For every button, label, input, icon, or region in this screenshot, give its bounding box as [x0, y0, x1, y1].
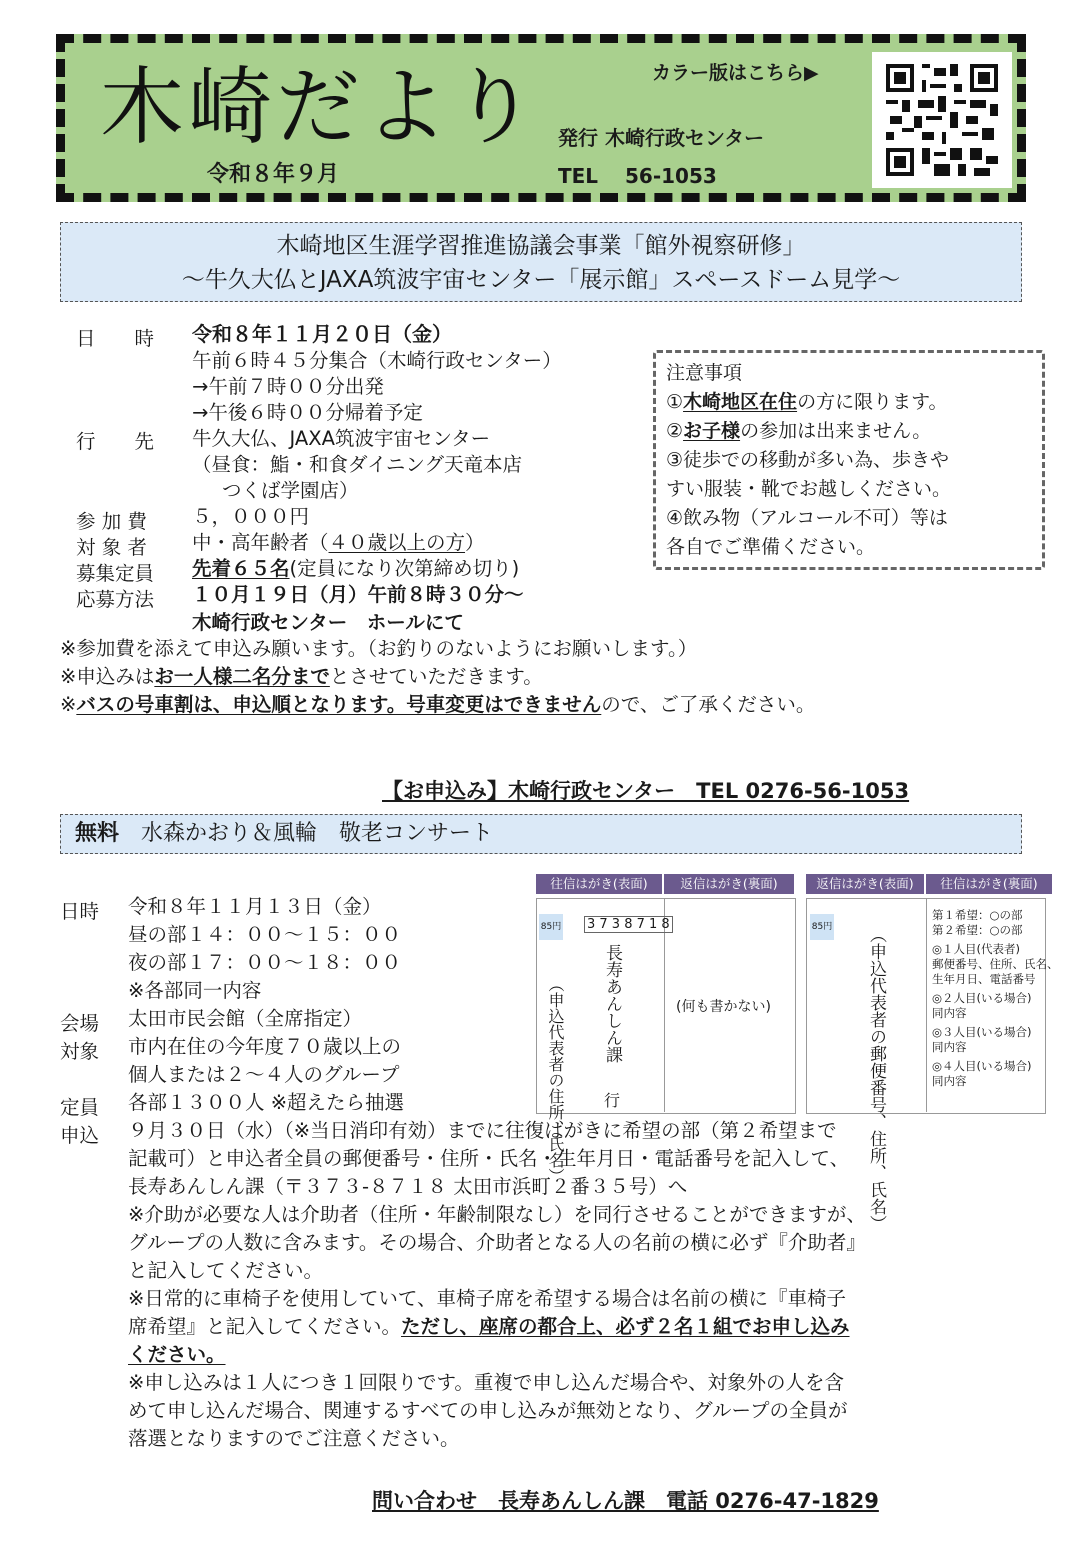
apply2-line2: 記載可）と申込者全員の郵便番号・住所・氏名・生年月日・電話番号を記入して、	[128, 1147, 850, 1170]
event1-heading	[60, 222, 1022, 302]
apply2-line7: ※日常的に車椅子を使用していて、車椅子席を希望する場合は名前の横に『車椅子	[128, 1287, 846, 1310]
fee-value: ５，０００円	[192, 505, 310, 528]
target2-label: 対象	[60, 1040, 100, 1063]
person3: ◎３人目(いる場合)	[932, 1025, 1032, 1039]
person1-detail2: 生年月日、電話番号	[932, 972, 1036, 986]
apply2-label: 申込	[60, 1124, 100, 1147]
notice-item3b: すい服装・靴でお越しください。	[666, 478, 952, 500]
notice-item3a: ③徒歩での移動が多い為、歩きや	[666, 449, 950, 471]
apply-method-label: 応募方法	[76, 588, 155, 611]
note3	[60, 692, 815, 718]
wish2: 第２希望：○の部	[932, 923, 1023, 937]
destination-line3: つくば学園店）	[222, 479, 359, 502]
apply-method-line1: １０月１９日（月）午前８時３０分～	[192, 583, 524, 606]
notice-item1	[666, 388, 1032, 417]
notice-item2-pre: ②	[666, 420, 684, 442]
person4: ◎４人目(いる場合)	[932, 1059, 1032, 1073]
note3-underlined: バスの号車割は、申込順となります。号車変更はできません	[76, 693, 602, 716]
apply2-line3: 長寿あんしん課（〒３７３-８７１８ 太田市浜町２番３５号）へ	[128, 1175, 688, 1198]
apply2-line8-pre: 席希望』と記入してください。	[128, 1315, 402, 1338]
apply2-line4: ※介助が必要な人は介助者（住所・年齢制限なし）を同行させることができますが、	[128, 1203, 866, 1226]
venue-value: 太田市民会館（全席指定）	[128, 1007, 363, 1030]
apply2-line10: ※申し込みは１人につき１回限りです。重複で申し込んだ場合や、対象外の人を含	[128, 1371, 844, 1394]
note2-post: とさせていただきます。	[329, 665, 543, 688]
blank-instruction: (何も書かない)	[676, 999, 771, 1015]
date-value: 令和８年１１月２０日（金）	[192, 322, 452, 346]
event2-title: 水森かおり＆風輪 敬老コンサート	[141, 821, 494, 846]
apply-method-line2: 木崎行政センター ホールにて	[192, 611, 464, 634]
datetime-line3: 夜の部１７：００～１８：００	[128, 951, 402, 974]
notice-item4a: ④飲み物（アルコール不可）等は	[666, 507, 948, 529]
tab-outgoing-back: 往信はがき(裏面)	[926, 874, 1052, 894]
note2-underlined: お一人様二名分まで	[154, 665, 330, 688]
color-version-link[interactable]: カラー版はこちら▶	[652, 62, 819, 84]
person1: ◎１人目(代表者)	[932, 942, 1021, 956]
person4-detail: 同内容	[932, 1074, 967, 1088]
target-label: 対 象 者	[76, 536, 147, 559]
apply2-line9: ください。	[128, 1343, 226, 1366]
apply2-line1: ９月３０日（水）（※当日消印有効）までに往復はがきに希望の部（第２希望まで	[128, 1119, 837, 1142]
event1-heading-line2: ～牛久大仏とJAXA筑波宇宙センター「展示館」スペースドーム見学～	[181, 267, 901, 293]
person2: ◎２人目(いる場合)	[932, 991, 1032, 1005]
zip-code-boxes: 3 7 3 8 7 1 8	[584, 916, 673, 933]
capacity-bold: 先着６５名	[192, 557, 290, 580]
apply2-line8	[128, 1314, 850, 1340]
notice-item2-underlined: お子様	[683, 420, 741, 442]
capacity2-value: 各部１３００人 ※超えたら抽選	[128, 1091, 405, 1114]
event2-heading	[60, 814, 1022, 854]
notice-item2-post: の参加は出来ません。	[740, 420, 932, 442]
apply2-line8-underlined: ただし、座席の都合上、必ず２名１組でお申し込み	[401, 1315, 850, 1338]
addressee-suffix: 行	[604, 1091, 621, 1110]
newsletter-title: 木崎だより	[100, 58, 541, 156]
note2-pre: ※申込みは	[60, 665, 155, 688]
notice-box	[653, 350, 1045, 570]
qr-code-icon[interactable]	[872, 52, 1012, 188]
publisher: 発行 木崎行政センター	[558, 126, 765, 150]
target-pre: 中・高年齢者（	[192, 531, 329, 554]
person1-detail1: 郵便番号、住所、氏名、	[932, 957, 1059, 971]
representative-instruction: （申込代表者の郵便番号、住所、氏名）	[866, 926, 886, 1232]
stamp-icon: 85円	[539, 914, 563, 940]
postcard-right-divider	[926, 898, 927, 1112]
note1: ※参加費を添えて申込み願います。（お釣りのないようにお願いします。）	[60, 637, 698, 660]
notice-item2	[666, 417, 1032, 446]
target-value	[192, 530, 485, 556]
sender-instruction: （申込代表者の住所、氏名）	[546, 976, 565, 1184]
destination-line1: 牛久大仏、JAXA筑波宇宙センター	[192, 427, 491, 450]
inquiry-contact: 問い合わせ 長寿あんしん課 電話 0276-47-1829	[372, 1489, 879, 1513]
apply-contact: 【お申込み】木崎行政センター TEL 0276-56-1053	[382, 779, 910, 803]
venue-label: 会場	[60, 1012, 100, 1035]
destination-label: 行 先	[76, 430, 155, 453]
datetime-line4: ※各部同一内容	[128, 979, 262, 1002]
wishes-list	[932, 908, 1059, 1089]
target2-line1: 市内在住の今年度７０歳以上の	[128, 1035, 402, 1058]
date-line3: →午前７時００分出発	[192, 375, 384, 398]
target-post: ）	[465, 531, 485, 554]
person3-detail: 同内容	[932, 1040, 967, 1054]
apply2-line12: 落選となりますのでご注意ください。	[128, 1427, 460, 1450]
issue-date: 令和８年９月	[207, 162, 340, 187]
notice-item1-post: の方に限ります。	[797, 391, 948, 413]
tab-reply-back: 返信はがき(裏面)	[664, 874, 794, 894]
destination-line2: （昼食：鮨・和食ダイニング天竜本店	[192, 453, 522, 476]
addressee: 長寿あんしん課	[602, 944, 622, 1063]
person2-detail: 同内容	[932, 1006, 967, 1020]
datetime-line1: 令和８年１１月１３日（金）	[128, 895, 382, 918]
apply2-line6: と記入してください。	[128, 1259, 324, 1282]
apply2-line5: グループの人数に含みます。その場合、介助者となる人の名前の横に必ず『介助者』	[128, 1231, 866, 1254]
tab-reply-front: 返信はがき(表面)	[806, 874, 924, 894]
notice-item1-pre: ①	[666, 391, 684, 413]
datetime-line2: 昼の部１４：００～１５：００	[128, 923, 402, 946]
date-line2: 午前６時４５分集合（木崎行政センター）	[192, 349, 562, 372]
wish1: 第１希望：○の部	[932, 908, 1023, 922]
note2	[60, 664, 543, 690]
date-label: 日 時	[76, 327, 155, 350]
capacity-value	[192, 556, 519, 582]
note3-post: ので、ご了承ください。	[601, 693, 816, 716]
target2-line2: 個人または２～４人のグループ	[128, 1063, 400, 1086]
stamp-icon-reply: 85円	[810, 914, 834, 940]
datetime-label: 日時	[60, 900, 100, 923]
capacity2-label: 定員	[60, 1096, 100, 1119]
notice-title: 注意事項	[666, 362, 743, 384]
publisher-tel: TEL 56-1053	[558, 164, 717, 188]
tab-outgoing-front: 往信はがき(表面)	[536, 874, 662, 894]
note3-pre: ※	[60, 693, 77, 716]
capacity-rest: (定員になり次第締め切り)	[289, 557, 520, 580]
notice-item1-underlined: 木崎地区在住	[683, 391, 798, 413]
target-underlined: ４０歳以上の方	[328, 531, 466, 554]
apply2-line11: めて申し込んだ場合、関連するすべての申し込みが無効となり、グループの全員が	[128, 1399, 848, 1422]
date-line4: →午後６時００分帰着予定	[192, 401, 423, 424]
capacity-label: 募集定員	[76, 562, 155, 585]
fee-label: 参 加 費	[76, 510, 147, 533]
notice-item4b: 各自でご準備ください。	[666, 536, 876, 558]
free-label: 無料	[75, 821, 120, 846]
event1-heading-line1: 木崎地区生涯学習推進協議会事業「館外視察研修」	[276, 233, 806, 259]
